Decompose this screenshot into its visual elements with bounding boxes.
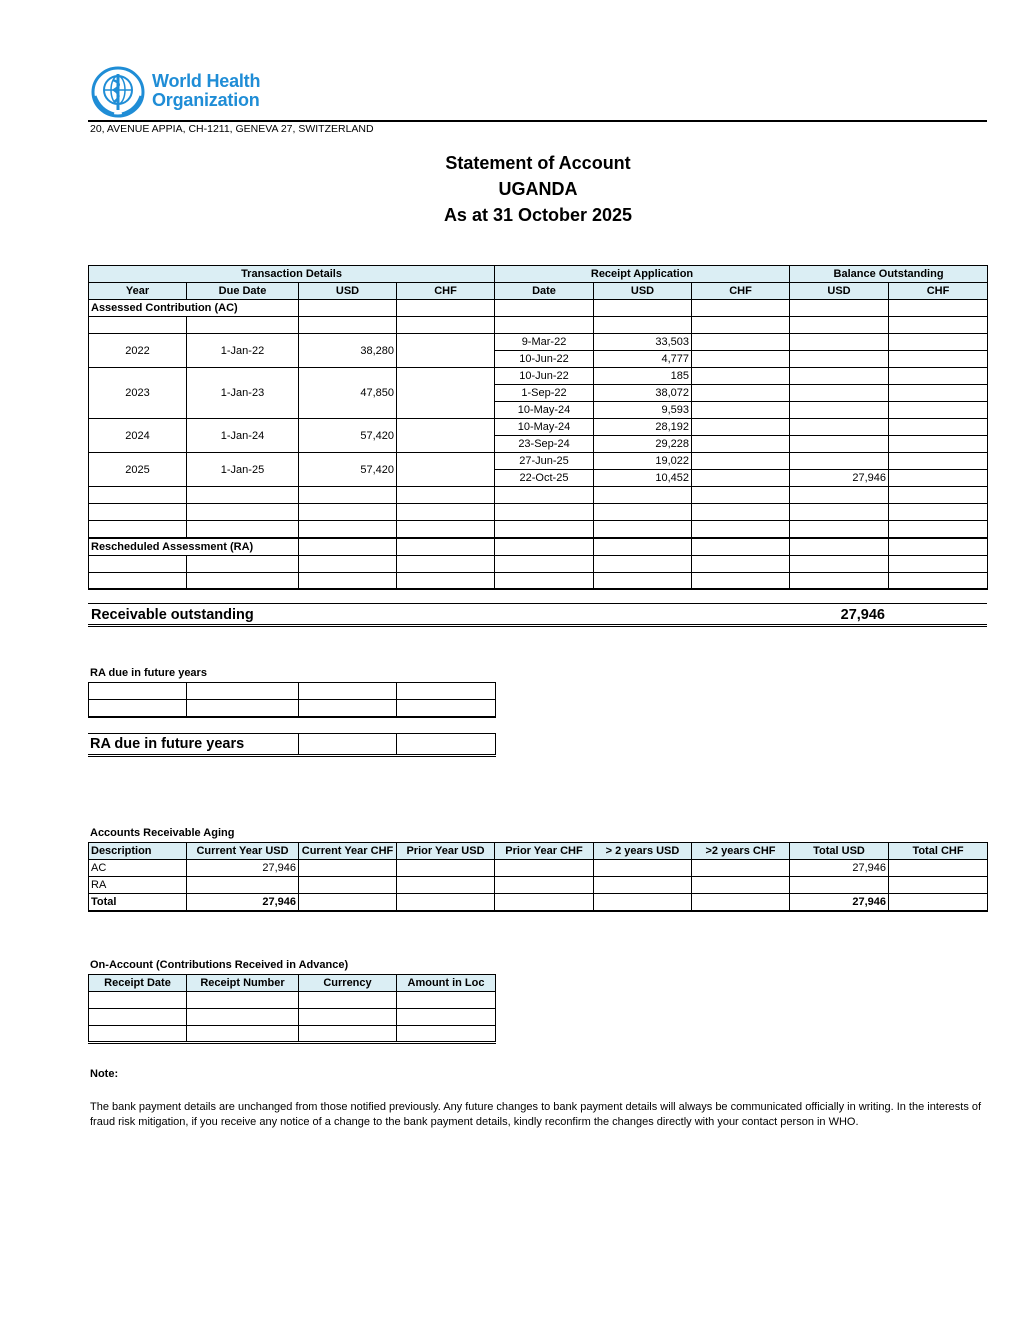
col-td-usd: USD [299, 283, 397, 300]
blank-row [89, 700, 496, 717]
assessment-year: 2025 [89, 453, 187, 487]
aging-col-2y-usd: > 2 years USD [594, 843, 692, 860]
receipt-usd: 28,192 [594, 419, 692, 436]
assessment-year: 2024 [89, 419, 187, 453]
col-year: Year [89, 283, 187, 300]
receivable-label: Receivable outstanding [91, 607, 254, 623]
blank-row [89, 992, 496, 1009]
col-bo-chf: CHF [889, 283, 988, 300]
aging-row-ac [89, 860, 988, 877]
aging-row-ra [89, 877, 988, 894]
who-logo [88, 66, 270, 118]
blank-row [89, 1026, 496, 1043]
statement-table [88, 265, 988, 590]
receipt-usd: 38,072 [594, 385, 692, 402]
aging-desc: Total [89, 894, 187, 912]
assessment-due: 1-Jan-24 [187, 419, 299, 453]
assessment-usd: 47,850 [299, 368, 397, 419]
receipt-usd: 29,228 [594, 436, 692, 453]
col-date: Date [495, 283, 594, 300]
col-ra-usd: USD [594, 283, 692, 300]
receipt-usd: 185 [594, 368, 692, 385]
group-transaction-details: Transaction Details [89, 266, 495, 283]
col-due-date: Due Date [187, 283, 299, 300]
aging-col-total-chf: Total CHF [889, 843, 988, 860]
title-statement: Statement of Account [445, 153, 631, 173]
receipt-usd: 33,503 [594, 334, 692, 351]
aging-desc: AC [89, 860, 187, 877]
oa-col-receipt-date: Receipt Date [89, 975, 187, 992]
column-header-row [89, 283, 988, 300]
aging-col-py-chf: Prior Year CHF [495, 843, 594, 860]
receivable-value: 27,946 [840, 607, 885, 623]
group-header-row [89, 266, 988, 283]
header-rule [88, 120, 987, 122]
receipt-date: 27-Jun-25 [495, 453, 594, 470]
ra-future-total-label: RA due in future years [88, 734, 298, 756]
receipt-date: 9-Mar-22 [495, 334, 594, 351]
aging-cy-usd: 27,946 [187, 860, 299, 877]
receipt-usd: 4,777 [594, 351, 692, 368]
aging-col-py-usd: Prior Year USD [397, 843, 495, 860]
table-row [89, 419, 988, 436]
assessment-due: 1-Jan-25 [187, 453, 299, 487]
col-td-chf: CHF [397, 283, 495, 300]
aging-col-total-usd: Total USD [790, 843, 889, 860]
aging-cy-usd [187, 877, 299, 894]
table-row [89, 453, 988, 470]
col-bo-usd: USD [790, 283, 889, 300]
aging-total-usd: 27,946 [790, 894, 889, 912]
section-row-ac [89, 300, 988, 317]
group-balance-outstanding: Balance Outstanding [790, 266, 988, 283]
assessment-due: 1-Jan-23 [187, 368, 299, 419]
receipt-date: 1-Sep-22 [495, 385, 594, 402]
blank-row [89, 504, 988, 521]
section-label-ac: Assessed Contribution (AC) [89, 300, 299, 317]
ra-future-table [88, 682, 496, 718]
blank-row [89, 555, 988, 572]
logo-line-2: Organization [152, 90, 260, 110]
assessment-year: 2023 [89, 368, 187, 419]
note-text: The bank payment details are unchanged from those notified previously. Any future changes to bank payment details will always be communicated officially in writing. In the interests of fraud risk mitigation, if you receive any notice of a change to the bank payment details, kindly reconfirm the changes directly with your contact person in WHO. [90, 1101, 982, 1128]
aging-total-usd [790, 877, 889, 894]
title-date: As at 31 October 2025 [443, 205, 633, 225]
on-account-table [88, 974, 496, 1044]
aging-col-cy-chf: Current Year CHF [299, 843, 397, 860]
receipt-date: 10-May-24 [495, 402, 594, 419]
blank-row [89, 572, 988, 589]
receipt-date: 10-Jun-22 [495, 351, 594, 368]
ra-future-total-table [88, 733, 496, 757]
note-label: Note: [90, 1068, 119, 1080]
oa-col-amount: Amount in Loc [397, 975, 496, 992]
aging-table [88, 842, 988, 912]
on-account-label: On-Account (Contributions Received in Advance) [90, 959, 349, 971]
table-row [89, 334, 988, 351]
balance-usd: 27,946 [790, 470, 889, 487]
blank-row [89, 521, 988, 538]
assessment-year: 2022 [89, 334, 187, 368]
aging-col-description: Description [89, 843, 187, 860]
aging-row-total [89, 894, 988, 912]
blank-row [89, 683, 496, 700]
receipt-usd: 9,593 [594, 402, 692, 419]
blank-row [89, 1009, 496, 1026]
receipt-usd: 19,022 [594, 453, 692, 470]
blank-row [89, 317, 988, 334]
assessment-usd: 57,420 [299, 419, 397, 453]
assessment-usd: 38,280 [299, 334, 397, 368]
group-receipt-application: Receipt Application [495, 266, 790, 283]
ra-future-total-row [88, 734, 495, 756]
ra-future-label: RA due in future years [90, 667, 207, 679]
aging-total-usd: 27,946 [790, 860, 889, 877]
oa-col-receipt-number: Receipt Number [187, 975, 299, 992]
title-country: UGANDA [498, 179, 578, 199]
assessment-usd: 57,420 [299, 453, 397, 487]
col-ra-chf: CHF [692, 283, 790, 300]
oa-col-currency: Currency [299, 975, 397, 992]
aging-cy-usd: 27,946 [187, 894, 299, 912]
table-row [89, 368, 988, 385]
aging-header-row [89, 843, 988, 860]
receivable-outstanding [88, 603, 987, 627]
aging-label: Accounts Receivable Aging [90, 827, 235, 839]
receipt-date: 10-May-24 [495, 419, 594, 436]
section-label-ra: Rescheduled Assessment (RA) [89, 538, 299, 556]
receipt-date: 10-Jun-22 [495, 368, 594, 385]
aging-col-2y-chf: >2 years CHF [692, 843, 790, 860]
aging-col-cy-usd: Current Year USD [187, 843, 299, 860]
who-emblem-icon [88, 66, 148, 118]
aging-desc: RA [89, 877, 187, 894]
on-account-header-row [89, 975, 496, 992]
blank-row [89, 487, 988, 504]
section-row-ra [89, 538, 988, 556]
assessment-due: 1-Jan-22 [187, 334, 299, 368]
address: 20, AVENUE APPIA, CH-1211, GENEVA 27, SWITZERLAND [90, 123, 374, 135]
receipt-usd: 10,452 [594, 470, 692, 487]
receipt-date: 22-Oct-25 [495, 470, 594, 487]
receipt-date: 23-Sep-24 [495, 436, 594, 453]
logo-line-1: World Health [152, 71, 261, 91]
